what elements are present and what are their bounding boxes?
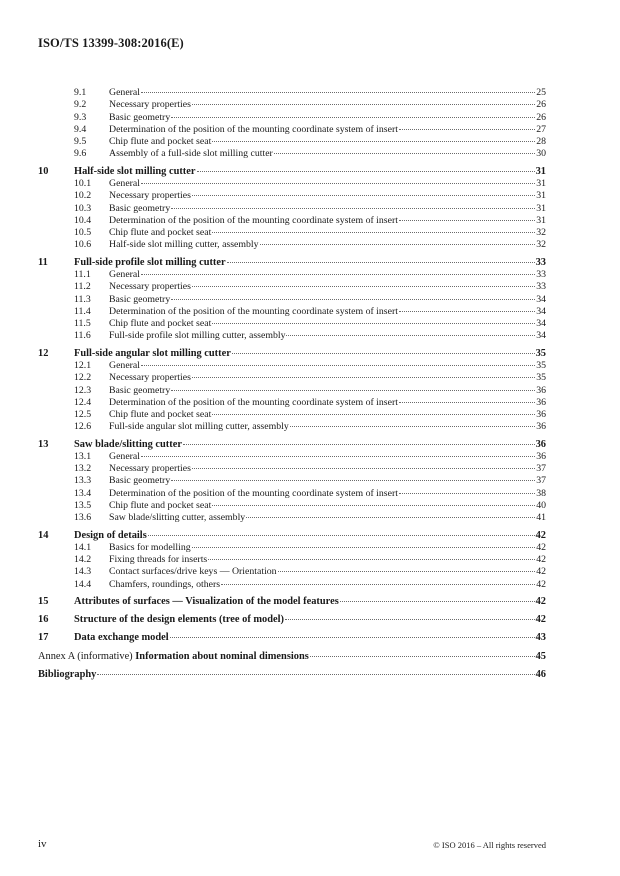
subsection-title: Determination of the position of the mounting coordinate system of insert [109, 396, 398, 408]
leader-dots [192, 547, 536, 548]
toc-subentry[interactable] [38, 500, 546, 512]
leader-dots [310, 656, 535, 657]
leader-dots [212, 414, 535, 415]
page-ref: 42 [535, 614, 546, 626]
leader-dots [212, 505, 535, 506]
leader-dots [192, 468, 535, 469]
section-number: 15 [38, 596, 49, 608]
toc-subentry[interactable] [38, 409, 546, 421]
toc-section [38, 529, 546, 591]
page-ref: 34 [536, 305, 546, 317]
leader-dots [183, 444, 535, 445]
page-ref: 42 [535, 596, 546, 608]
subsection-title: Half-side slot milling cutter, assembly [109, 239, 259, 251]
leader-dots [212, 232, 535, 233]
leader-dots [232, 353, 535, 354]
page-ref: 31 [536, 190, 546, 202]
annex-title-wrap [38, 650, 309, 663]
toc-subentry[interactable] [38, 203, 546, 215]
toc-subentry[interactable] [38, 227, 546, 239]
section-title: Saw blade/slitting cutter [74, 438, 182, 450]
subsection-title: Basic geometry [109, 202, 171, 214]
page-ref: 35 [536, 372, 546, 384]
leader-dots [221, 584, 535, 585]
toc-section [38, 438, 546, 525]
leader-dots [340, 601, 535, 602]
annex-entry[interactable] [38, 650, 546, 663]
leader-dots [286, 335, 535, 336]
subsection-number: 10.2 [74, 190, 92, 202]
page-ref: 28 [536, 136, 546, 148]
subsection-number: 10.6 [74, 239, 92, 251]
subsection-number: 12.5 [74, 409, 92, 421]
section-title: Data exchange model [74, 632, 169, 644]
toc-entry[interactable] [38, 438, 546, 451]
subsection-title: Necessary properties [109, 463, 191, 475]
page-ref: 35 [536, 359, 546, 371]
subsection-number: 9.6 [74, 148, 87, 160]
page-ref: 31 [535, 165, 546, 177]
subsection-title: Contact surfaces/drive keys — Orientation [109, 566, 277, 578]
bibliography-entry[interactable] [38, 668, 546, 681]
subsection-title: Chip flute and pocket seat [109, 136, 212, 148]
leader-dots [171, 117, 535, 118]
subsection-number: 13.3 [74, 475, 92, 487]
leader-dots [192, 286, 535, 287]
page-ref: 43 [535, 632, 546, 644]
page-ref: 33 [536, 268, 546, 280]
subsection-title: Chip flute and pocket seat [109, 318, 212, 330]
page-ref: 41 [536, 512, 546, 524]
toc-entry[interactable] [38, 613, 546, 626]
leader-dots [141, 92, 535, 93]
toc-section [38, 595, 546, 608]
section-number: 17 [38, 632, 49, 644]
toc-section [38, 613, 546, 626]
leader-dots [399, 493, 535, 494]
leader-dots [227, 262, 535, 263]
subsection-number: 10.5 [74, 227, 92, 239]
section-number: 11 [38, 256, 48, 268]
leader-dots [399, 129, 535, 130]
subsection-number: 10.3 [74, 202, 92, 214]
toc-entry[interactable] [38, 595, 546, 608]
toc-annex [38, 650, 546, 663]
page-ref: 38 [536, 487, 546, 499]
toc-subentry[interactable] [38, 397, 546, 409]
leader-dots [171, 480, 535, 481]
leader-dots [171, 299, 535, 300]
toc-subentry[interactable] [38, 330, 546, 342]
subsection-title: Necessary properties [109, 281, 191, 293]
toc-subentry[interactable] [38, 360, 546, 372]
leader-dots [290, 426, 535, 427]
leader-dots [170, 637, 535, 638]
page-ref: 45 [535, 650, 546, 662]
subsection-number: 13.2 [74, 463, 92, 475]
toc-subentry[interactable] [38, 178, 546, 190]
page-ref: 36 [535, 438, 546, 450]
toc-subentry[interactable] [38, 463, 546, 475]
subsection-number: 14.3 [74, 566, 92, 578]
toc-entry[interactable] [38, 529, 546, 542]
subsection-title: Determination of the position of the mounting coordinate system of insert [109, 214, 398, 226]
toc-subentry[interactable] [38, 112, 546, 124]
toc-subentry[interactable] [38, 190, 546, 202]
toc-subentry[interactable] [38, 579, 546, 591]
copyright-notice: © ISO 2016 – All rights reserved [433, 840, 546, 850]
toc-subentry[interactable] [38, 148, 546, 160]
subsection-title: General [109, 87, 141, 98]
subsection-number: 14.1 [74, 541, 92, 553]
page-ref: 31 [536, 202, 546, 214]
subsection-title: Necessary properties [109, 99, 191, 111]
section-number: 16 [38, 614, 49, 626]
subsection-number: 11.2 [74, 281, 91, 293]
toc-subentry[interactable] [38, 554, 546, 566]
subsection-title: General [109, 268, 141, 280]
toc-subentry[interactable] [38, 488, 546, 500]
toc-subentry[interactable] [38, 451, 546, 463]
page-ref: 34 [536, 330, 546, 342]
subsection-title: Determination of the position of the mounting coordinate system of insert [109, 123, 398, 135]
leader-dots [141, 365, 535, 366]
page-ref: 34 [536, 318, 546, 330]
subsection-number: 14.4 [74, 578, 92, 590]
toc-subentry[interactable] [38, 239, 546, 251]
subsection-title: Saw blade/slitting cutter, assembly [109, 512, 246, 524]
page-ref: 36 [536, 384, 546, 396]
subsection-number: 12.2 [74, 372, 92, 384]
leader-dots [192, 104, 535, 105]
section-title: Half-side slot milling cutter [74, 165, 196, 177]
toc-subentry[interactable] [38, 281, 546, 293]
page-ref: 42 [536, 554, 546, 566]
subsection-number: 13.6 [74, 512, 92, 524]
toc-subentry[interactable] [38, 512, 546, 524]
leader-dots [192, 377, 535, 378]
page-ref: 42 [535, 529, 546, 541]
subsection-number: 12.1 [74, 359, 92, 371]
leader-dots [399, 220, 535, 221]
subsection-number: 12.3 [74, 384, 92, 396]
subsection-number: 12.4 [74, 396, 92, 408]
toc-entry[interactable] [38, 347, 546, 360]
leader-dots [171, 390, 535, 391]
section-title: Structure of the design elements (tree of model) [74, 614, 284, 626]
leader-dots [171, 208, 535, 209]
subsection-number: 9.5 [74, 136, 87, 148]
page-ref: 26 [536, 99, 546, 111]
page-ref: 42 [536, 566, 546, 578]
subsection-title: General [109, 177, 141, 189]
subsection-title: Necessary properties [109, 190, 191, 202]
subsection-number: 11.5 [74, 318, 91, 330]
subsection-title: General [109, 450, 141, 462]
leader-dots [192, 195, 535, 196]
subsection-number: 11.1 [74, 268, 91, 280]
toc-subentry[interactable] [38, 475, 546, 487]
annex-title: Information about nominal dimensions [135, 650, 309, 662]
toc-subentry[interactable] [38, 294, 546, 306]
table-of-contents [38, 87, 546, 686]
subsection-title: Determination of the position of the mounting coordinate system of insert [109, 305, 398, 317]
section-title: Full-side angular slot milling cutter [74, 347, 231, 359]
section-number: 13 [38, 438, 49, 450]
section-title: Attributes of surfaces — Visualization of the model features [74, 596, 339, 608]
page-ref: 42 [536, 578, 546, 590]
toc-subentry[interactable] [38, 421, 546, 433]
toc-entry[interactable] [38, 165, 546, 178]
leader-dots [148, 535, 535, 536]
document-header: ISO/TS 13399-308:2016(E) [38, 36, 184, 50]
subsection-number: 12.6 [74, 421, 92, 433]
toc-section [38, 256, 546, 343]
subsection-number: 13.5 [74, 500, 92, 512]
leader-dots [141, 274, 535, 275]
page-ref: 27 [536, 123, 546, 135]
leader-dots [260, 244, 536, 245]
toc-subentry[interactable] [38, 372, 546, 384]
annex-prefix: Annex A (informative) [38, 650, 133, 662]
subsection-title: Basics for modelling [109, 541, 191, 553]
subsection-title: Chamfers, roundings, others [109, 578, 221, 590]
subsection-number: 10.1 [74, 177, 92, 189]
toc-subentry[interactable] [38, 87, 546, 99]
subsection-title: Basic geometry [109, 384, 171, 396]
toc-subentry[interactable] [38, 215, 546, 227]
subsection-number: 9.3 [74, 111, 87, 123]
page-ref: 32 [536, 227, 546, 239]
toc-subentry[interactable] [38, 542, 546, 554]
page-ref: 32 [536, 239, 546, 251]
page-ref: 35 [535, 347, 546, 359]
leader-dots [212, 323, 535, 324]
toc-subentry[interactable] [38, 318, 546, 330]
subsection-title: Determination of the position of the mounting coordinate system of insert [109, 487, 398, 499]
page-ref: 40 [536, 500, 546, 512]
subsection-number: 13.1 [74, 450, 92, 462]
subsection-title: Fixing threads for inserts [109, 554, 208, 566]
page-ref: 42 [536, 541, 546, 553]
page-ref: 36 [536, 396, 546, 408]
section-title: Design of details [74, 529, 147, 541]
leader-dots [399, 311, 535, 312]
leader-dots [141, 456, 535, 457]
subsection-title: Full-side angular slot milling cutter, assembly [109, 421, 289, 433]
subsection-title: Basic geometry [109, 293, 171, 305]
toc-subentry[interactable] [38, 99, 546, 111]
section-number: 14 [38, 529, 49, 541]
page-ref: 26 [536, 111, 546, 123]
toc-section [38, 165, 546, 252]
subsection-title: General [109, 359, 141, 371]
page-ref: 25 [536, 87, 546, 98]
subsection-title: Assembly of a full-side slot milling cutter [109, 148, 273, 160]
toc-subentry[interactable] [38, 306, 546, 318]
subsection-number: 9.4 [74, 123, 87, 135]
subsection-title: Full-side profile slot milling cutter, assembly [109, 330, 286, 342]
page-ref: 46 [535, 668, 546, 680]
section-number: 12 [38, 347, 49, 359]
page-ref: 33 [535, 256, 546, 268]
toc-entry[interactable] [38, 631, 546, 644]
leader-dots [399, 402, 535, 403]
toc-subentry[interactable] [38, 124, 546, 136]
subsection-number: 11.4 [74, 305, 91, 317]
section-title: Full-side profile slot milling cutter [74, 256, 226, 268]
leader-dots [278, 571, 536, 572]
toc-subentry[interactable] [38, 566, 546, 578]
leader-dots [285, 619, 535, 620]
bibliography-title: Bibliography [38, 668, 97, 680]
leader-dots [141, 183, 535, 184]
page-ref: 37 [536, 475, 546, 487]
toc-subentry[interactable] [38, 136, 546, 148]
page-ref: 36 [536, 450, 546, 462]
page-ref: 36 [536, 409, 546, 421]
subsection-title: Chip flute and pocket seat [109, 227, 212, 239]
leader-dots [208, 559, 535, 560]
leader-dots [97, 674, 534, 675]
toc-subentry[interactable] [38, 385, 546, 397]
leader-dots [274, 153, 535, 154]
subsection-title: Basic geometry [109, 111, 171, 123]
page-ref: 31 [536, 177, 546, 189]
page-ref: 30 [536, 148, 546, 160]
toc-entry[interactable] [38, 256, 546, 269]
subsection-number: 9.1 [74, 87, 87, 98]
subsection-title: Basic geometry [109, 475, 171, 487]
leader-dots [246, 517, 535, 518]
leader-dots [197, 171, 535, 172]
subsection-number: 14.2 [74, 554, 92, 566]
page-ref: 31 [536, 214, 546, 226]
leader-dots [212, 141, 535, 142]
subsection-number: 10.4 [74, 214, 92, 226]
subsection-number: 11.6 [74, 330, 91, 342]
subsection-number: 11.3 [74, 293, 91, 305]
page-ref: 34 [536, 293, 546, 305]
toc-section [38, 347, 546, 434]
subsection-title: Necessary properties [109, 372, 191, 384]
subsection-title: Chip flute and pocket seat [109, 409, 212, 421]
subsection-number: 13.4 [74, 487, 92, 499]
page-ref: 37 [536, 463, 546, 475]
toc-subentry[interactable] [38, 269, 546, 281]
page-ref: 33 [536, 281, 546, 293]
page-ref: 36 [536, 421, 546, 433]
subsection-title: Chip flute and pocket seat [109, 500, 212, 512]
toc-section [38, 631, 546, 644]
page-number: iv [38, 838, 47, 850]
toc-bibliography [38, 668, 546, 681]
toc-section [38, 87, 546, 161]
section-number: 10 [38, 165, 49, 177]
subsection-number: 9.2 [74, 99, 87, 111]
